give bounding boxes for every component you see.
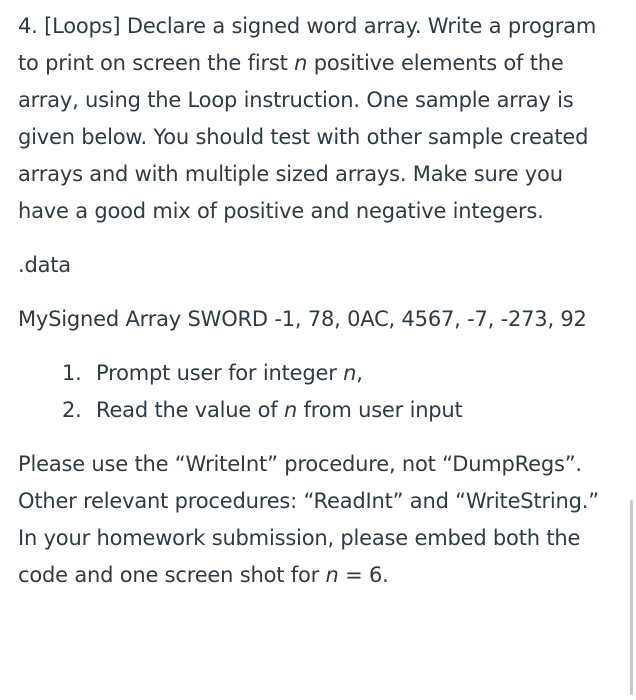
- scrollbar[interactable]: [630, 500, 633, 695]
- data-directive: .data: [18, 253, 71, 277]
- intro-variable-n: n: [294, 51, 308, 75]
- list-item-text: Read the value of n from user input: [96, 398, 463, 422]
- list-item: [18, 355, 618, 392]
- list-item-number: 1.: [62, 361, 82, 385]
- list-item-number: 2.: [62, 398, 82, 422]
- submission-instructions: Please use the “WriteInt” procedure, not “DumpRegs”. Other relevant procedures: “ReadInt” and “WriteString.” In your homework submission, please embed both the code and one screen shot for n = 6.: [18, 452, 599, 587]
- intro-text-start: 4. [Loops] Declare a signed word array. Write a program to print on screen the first: [18, 14, 597, 75]
- question-intro: [18, 8, 618, 230]
- array-declaration: MySigned Array SWORD -1, 78, 0AC, 4567, -7, -273, 92: [18, 307, 587, 331]
- list-item-text: Prompt user for integer n,: [96, 361, 363, 385]
- intro-text-end: positive elements of the array, using the Loop instruction. One sample array is given below. You should test with other sample created arrays and with multiple sized arrays. Make sure you have a good mix of positive and negative integers.: [18, 51, 589, 223]
- question-content: [18, 8, 618, 594]
- steps-list: [18, 355, 618, 429]
- list-item: [18, 392, 618, 429]
